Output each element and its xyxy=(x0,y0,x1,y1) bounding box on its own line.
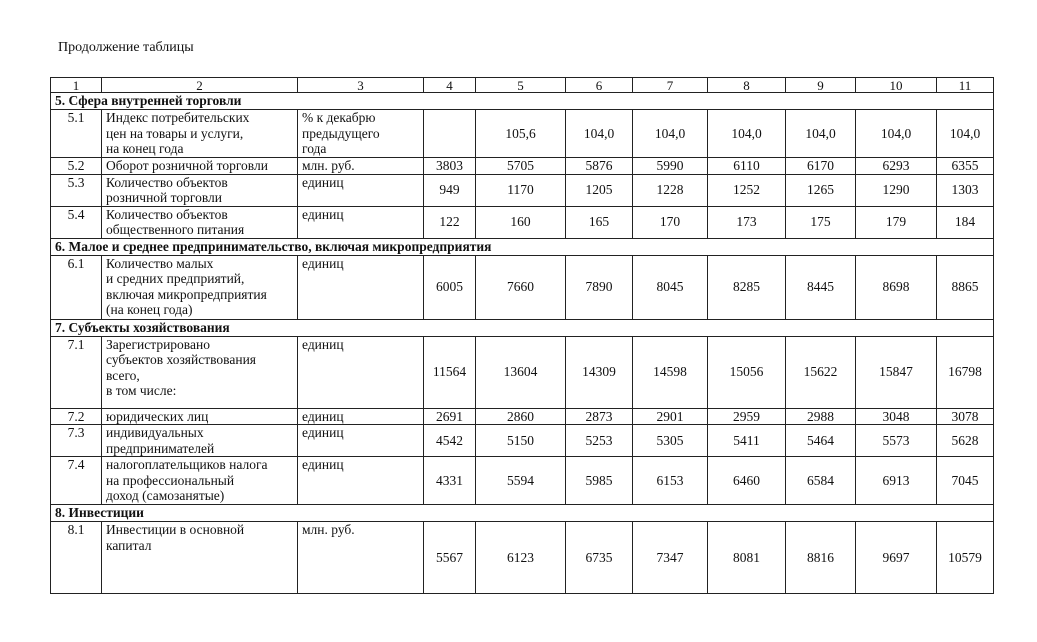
table-row xyxy=(51,522,994,594)
value-cell: 6123 xyxy=(476,522,566,594)
indicator-name: Инвестиции в основной капитал xyxy=(102,522,298,594)
indicator-name: Индекс потребительских цен на товары и услуги, на конец года xyxy=(102,110,298,158)
value-cell: 16798 xyxy=(937,336,994,408)
unit-of-measure: единиц xyxy=(298,336,424,408)
value-cell: 7660 xyxy=(476,255,566,319)
header-row xyxy=(51,78,994,93)
row-number: 6.1 xyxy=(51,255,102,319)
value-cell: 104,0 xyxy=(633,110,708,158)
value-cell: 14598 xyxy=(633,336,708,408)
value-cell: 8816 xyxy=(786,522,856,594)
value-cell: 104,0 xyxy=(566,110,633,158)
value-cell: 5411 xyxy=(708,425,786,457)
column-number-1: 1 xyxy=(51,78,102,93)
value-cell: 2901 xyxy=(633,408,708,425)
column-number-7: 7 xyxy=(633,78,708,93)
value-cell: 4542 xyxy=(424,425,476,457)
value-cell: 1205 xyxy=(566,174,633,206)
value-cell: 5594 xyxy=(476,457,566,505)
indicator-name: Зарегистрировано субъектов хозяйствования всего, в том числе: xyxy=(102,336,298,408)
unit-of-measure: млн. руб. xyxy=(298,158,424,175)
value-cell: 10579 xyxy=(937,522,994,594)
value-cell: 170 xyxy=(633,206,708,238)
row-number: 7.2 xyxy=(51,408,102,425)
value-cell: 1303 xyxy=(937,174,994,206)
value-cell: 1252 xyxy=(708,174,786,206)
value-cell: 15847 xyxy=(856,336,937,408)
value-cell: 6355 xyxy=(937,158,994,175)
value-cell: 15056 xyxy=(708,336,786,408)
value-cell: 173 xyxy=(708,206,786,238)
value-cell: 8865 xyxy=(937,255,994,319)
value-cell: 5628 xyxy=(937,425,994,457)
value-cell: 9697 xyxy=(856,522,937,594)
section-title: 7. Субъекты хозяйствования xyxy=(51,319,994,336)
value-cell: 1228 xyxy=(633,174,708,206)
value-cell: 184 xyxy=(937,206,994,238)
value-cell: 5705 xyxy=(476,158,566,175)
column-number-5: 5 xyxy=(476,78,566,93)
unit-of-measure: единиц xyxy=(298,408,424,425)
column-number-3: 3 xyxy=(298,78,424,93)
value-cell: 6584 xyxy=(786,457,856,505)
value-cell: 14309 xyxy=(566,336,633,408)
value-cell: 8081 xyxy=(708,522,786,594)
row-number: 7.1 xyxy=(51,336,102,408)
section-row xyxy=(51,319,994,336)
table-row xyxy=(51,336,994,408)
indicators-table xyxy=(50,77,994,594)
value-cell: 2691 xyxy=(424,408,476,425)
value-cell: 8285 xyxy=(708,255,786,319)
table-row xyxy=(51,425,994,457)
value-cell: 7045 xyxy=(937,457,994,505)
value-cell: 15622 xyxy=(786,336,856,408)
value-cell: 165 xyxy=(566,206,633,238)
value-cell: 104,0 xyxy=(786,110,856,158)
unit-of-measure: единиц xyxy=(298,457,424,505)
value-cell: 8698 xyxy=(856,255,937,319)
indicator-name: юридических лиц xyxy=(102,408,298,425)
column-number-4: 4 xyxy=(424,78,476,93)
section-row xyxy=(51,238,994,255)
column-number-6: 6 xyxy=(566,78,633,93)
row-number: 5.1 xyxy=(51,110,102,158)
value-cell: 5573 xyxy=(856,425,937,457)
row-number: 5.4 xyxy=(51,206,102,238)
table-row xyxy=(51,457,994,505)
value-cell: 122 xyxy=(424,206,476,238)
unit-of-measure: единиц xyxy=(298,425,424,457)
value-cell: 949 xyxy=(424,174,476,206)
value-cell: 7347 xyxy=(633,522,708,594)
value-cell: 2988 xyxy=(786,408,856,425)
value-cell: 105,6 xyxy=(476,110,566,158)
section-row xyxy=(51,505,994,522)
value-cell: 4331 xyxy=(424,457,476,505)
table-row xyxy=(51,206,994,238)
value-cell: 5985 xyxy=(566,457,633,505)
value-cell: 6170 xyxy=(786,158,856,175)
value-cell: 6110 xyxy=(708,158,786,175)
value-cell: 6913 xyxy=(856,457,937,505)
value-cell: 5567 xyxy=(424,522,476,594)
table-row xyxy=(51,158,994,175)
value-cell: 13604 xyxy=(476,336,566,408)
column-number-11: 11 xyxy=(937,78,994,93)
unit-of-measure: % к декабрю предыдущего года xyxy=(298,110,424,158)
table-row xyxy=(51,255,994,319)
indicator-name: Оборот розничной торговли xyxy=(102,158,298,175)
unit-of-measure: единиц xyxy=(298,206,424,238)
value-cell: 3803 xyxy=(424,158,476,175)
column-number-9: 9 xyxy=(786,78,856,93)
value-cell xyxy=(424,110,476,158)
section-title: 5. Сфера внутренней торговли xyxy=(51,93,994,110)
column-number-2: 2 xyxy=(102,78,298,93)
value-cell: 175 xyxy=(786,206,856,238)
value-cell: 6460 xyxy=(708,457,786,505)
row-number: 7.3 xyxy=(51,425,102,457)
indicator-name: Количество малых и средних предприятий, включая микропредприятия (на конец года) xyxy=(102,255,298,319)
value-cell: 5990 xyxy=(633,158,708,175)
value-cell: 179 xyxy=(856,206,937,238)
value-cell: 5150 xyxy=(476,425,566,457)
indicator-name: индивидуальных предпринимателей xyxy=(102,425,298,457)
value-cell: 160 xyxy=(476,206,566,238)
value-cell: 11564 xyxy=(424,336,476,408)
indicator-name: Количество объектов розничной торговли xyxy=(102,174,298,206)
value-cell: 104,0 xyxy=(856,110,937,158)
table-row xyxy=(51,110,994,158)
value-cell: 2860 xyxy=(476,408,566,425)
value-cell: 8445 xyxy=(786,255,856,319)
table-body xyxy=(51,78,994,594)
indicator-name: налогоплательщиков налога на профессиональный доход (самозанятые) xyxy=(102,457,298,505)
column-number-8: 8 xyxy=(708,78,786,93)
value-cell: 7890 xyxy=(566,255,633,319)
value-cell: 6735 xyxy=(566,522,633,594)
unit-of-measure: млн. руб. xyxy=(298,522,424,594)
value-cell: 6005 xyxy=(424,255,476,319)
section-row xyxy=(51,93,994,110)
section-title: 6. Малое и среднее предпринимательство, включая микропредприятия xyxy=(51,238,994,255)
value-cell: 6293 xyxy=(856,158,937,175)
value-cell: 5305 xyxy=(633,425,708,457)
unit-of-measure: единиц xyxy=(298,255,424,319)
value-cell: 5464 xyxy=(786,425,856,457)
table-row xyxy=(51,174,994,206)
row-number: 5.2 xyxy=(51,158,102,175)
value-cell: 104,0 xyxy=(937,110,994,158)
value-cell: 3048 xyxy=(856,408,937,425)
value-cell: 5253 xyxy=(566,425,633,457)
value-cell: 1170 xyxy=(476,174,566,206)
value-cell: 104,0 xyxy=(708,110,786,158)
value-cell: 8045 xyxy=(633,255,708,319)
table-caption: Продолжение таблицы xyxy=(58,40,194,55)
value-cell: 6153 xyxy=(633,457,708,505)
value-cell: 2959 xyxy=(708,408,786,425)
value-cell: 1290 xyxy=(856,174,937,206)
value-cell: 2873 xyxy=(566,408,633,425)
indicator-name: Количество объектов общественного питания xyxy=(102,206,298,238)
unit-of-measure: единиц xyxy=(298,174,424,206)
value-cell: 1265 xyxy=(786,174,856,206)
column-number-10: 10 xyxy=(856,78,937,93)
row-number: 8.1 xyxy=(51,522,102,594)
section-title: 8. Инвестиции xyxy=(51,505,994,522)
table-row xyxy=(51,408,994,425)
value-cell: 5876 xyxy=(566,158,633,175)
row-number: 5.3 xyxy=(51,174,102,206)
row-number: 7.4 xyxy=(51,457,102,505)
value-cell: 3078 xyxy=(937,408,994,425)
